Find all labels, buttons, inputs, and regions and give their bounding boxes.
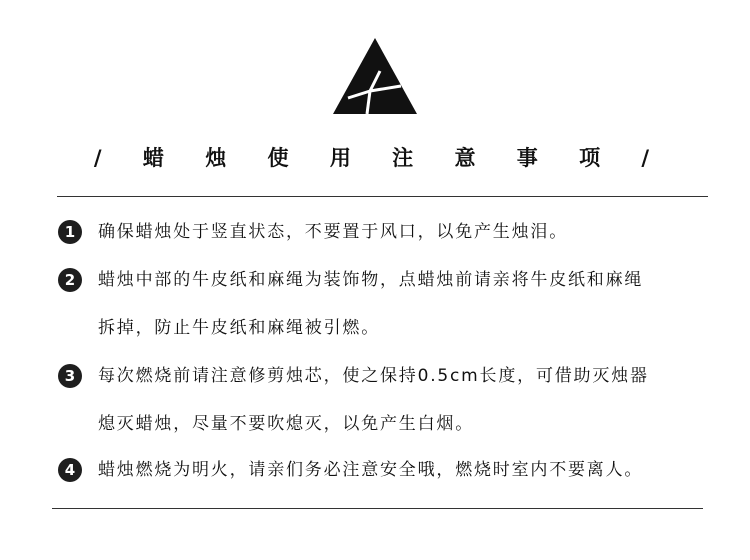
item-text-line: 每次燃烧前请注意修剪烛芯，使之保持0.5cm长度，可借助灭烛器 bbox=[98, 366, 649, 386]
page-title: / 蜡 烛 使 用 注 意 事 项 / bbox=[93, 146, 667, 170]
item-text-line: 拆掉，防止牛皮纸和麻绳被引燃。 bbox=[98, 318, 380, 338]
bottom-divider bbox=[52, 508, 703, 509]
number-badge: 1 bbox=[58, 220, 82, 244]
number-badge: 2 bbox=[58, 268, 82, 292]
item-text-line: 熄灭蜡烛，尽量不要吹熄灭，以免产生白烟。 bbox=[98, 414, 474, 434]
item-text-line: 蜡烛燃烧为明火，请亲们务必注意安全哦，燃烧时室内不要离人。 bbox=[98, 460, 644, 480]
item-text-line: 蜡烛中部的牛皮纸和麻绳为装饰物，点蜡烛前请亲将牛皮纸和麻绳 bbox=[98, 270, 644, 290]
top-divider bbox=[57, 196, 708, 197]
item-text-line: 确保蜡烛处于竖直状态，不要置于风口，以免产生烛泪。 bbox=[98, 222, 568, 242]
triangle-logo-icon bbox=[331, 36, 419, 116]
number-badge: 3 bbox=[58, 364, 82, 388]
number-badge: 4 bbox=[58, 458, 82, 482]
